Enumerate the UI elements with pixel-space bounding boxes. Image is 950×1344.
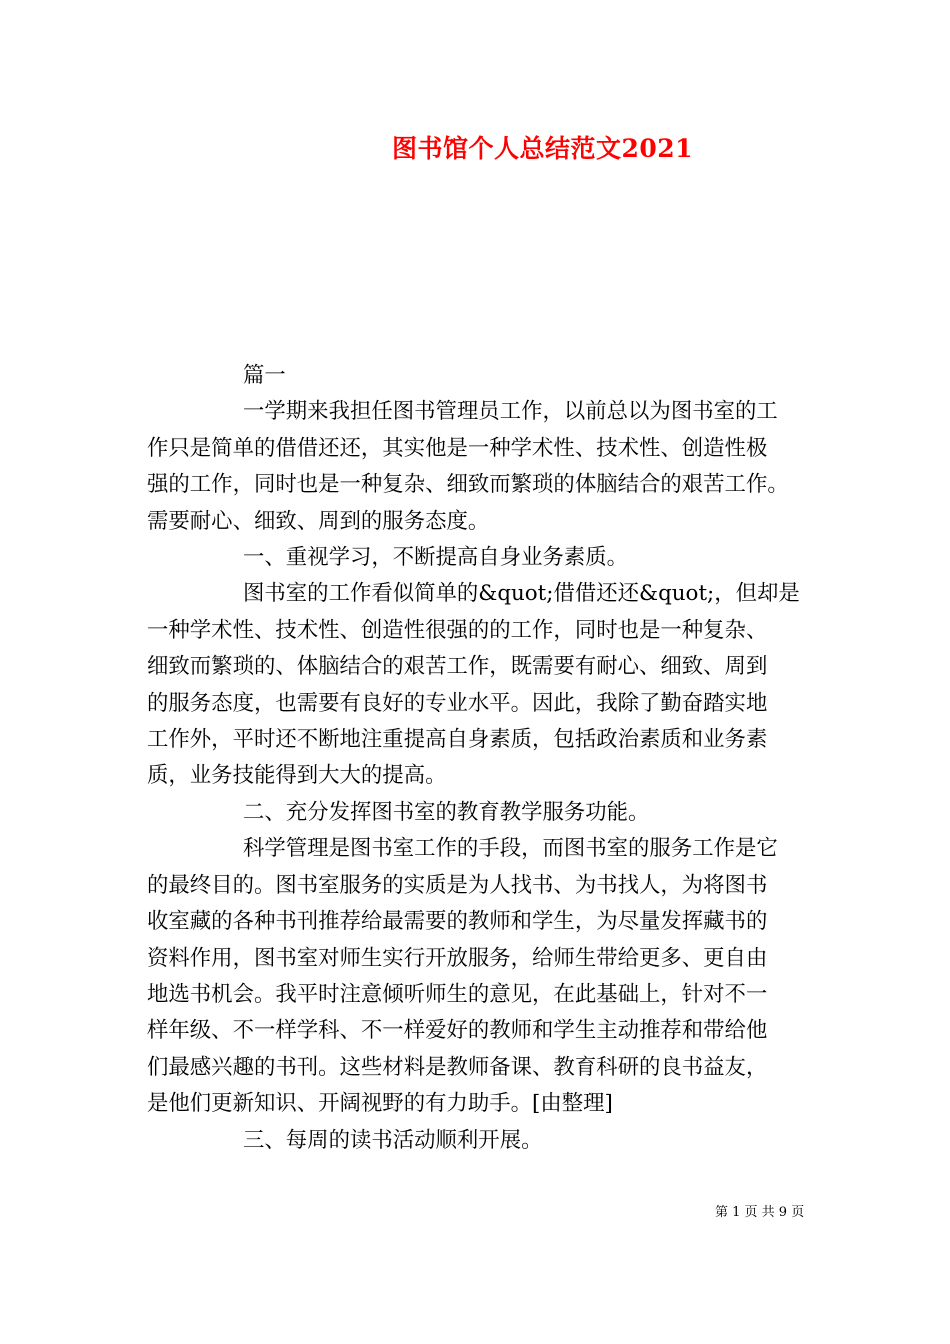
body-line: 收室藏的各种书刊推荐给最需要的教师和学生，为尽量发挥藏书的 — [147, 909, 768, 935]
body-line: 二、充分发挥图书室的教育教学服务功能。 — [243, 799, 650, 825]
page-number-footer: 第 1 页 共 9 页 — [715, 1205, 805, 1220]
body-line: 需要耐心、细致、周到的服务态度。 — [147, 508, 490, 534]
body-line: 工作外，平时还不断地注重提高自身素质，包括政治素质和业务素 — [147, 727, 768, 753]
body-line: 一学期来我担任图书管理员工作，以前总以为图书室的工 — [243, 399, 778, 425]
document-body — [147, 358, 812, 1159]
body-line: 作只是简单的借借还还，其实他是一种学术性、技术性、创造性极 — [147, 435, 768, 461]
body-line: 篇一 — [243, 363, 286, 388]
document-title: 图书馆个人总结范文2021 — [391, 134, 694, 163]
body-line: 科学管理是图书室工作的手段，而图书室的服务工作是它 — [243, 836, 778, 862]
body-line: 地选书机会。我平时注意倾听师生的意见，在此基础上，针对不一 — [147, 981, 768, 1007]
body-line: 的服务态度，也需要有良好的专业水平。因此，我除了勤奋踏实地 — [147, 690, 768, 716]
body-line: 一种学术性、技术性、创造性很强的的工作，同时也是一种复杂、 — [147, 617, 768, 643]
body-line: 三、每周的读书活动顺利开展。 — [243, 1127, 543, 1153]
body-line: 是他们更新知识、开阔视野的有力助手。[由整理] — [147, 1091, 613, 1117]
body-line: 细致而繁琐的、体脑结合的艰苦工作，既需要有耐心、细致、周到 — [147, 654, 768, 680]
body-line: 一、重视学习，不断提高自身业务素质。 — [243, 545, 629, 571]
body-line: 的最终目的。图书室服务的实质是为人找书、为书找人，为将图书 — [147, 872, 768, 898]
body-line: 图书室的工作看似简单的&quot;借借还还&quot;，但却是 — [243, 581, 800, 607]
body-line: 强的工作，同时也是一种复杂、细致而繁琐的体脑结合的艰苦工作。 — [147, 472, 789, 498]
body-line: 质，业务技能得到大大的提高。 — [147, 763, 447, 789]
body-line: 资料作用，图书室对师生实行开放服务，给师生带给更多、更自由 — [147, 945, 768, 971]
body-line: 们最感兴趣的书刊。这些材料是教师备课、教育科研的良书益友， — [147, 1054, 768, 1080]
body-line: 样年级、不一样学科、不一样爱好的教师和学生主动推荐和带给他 — [147, 1018, 768, 1044]
